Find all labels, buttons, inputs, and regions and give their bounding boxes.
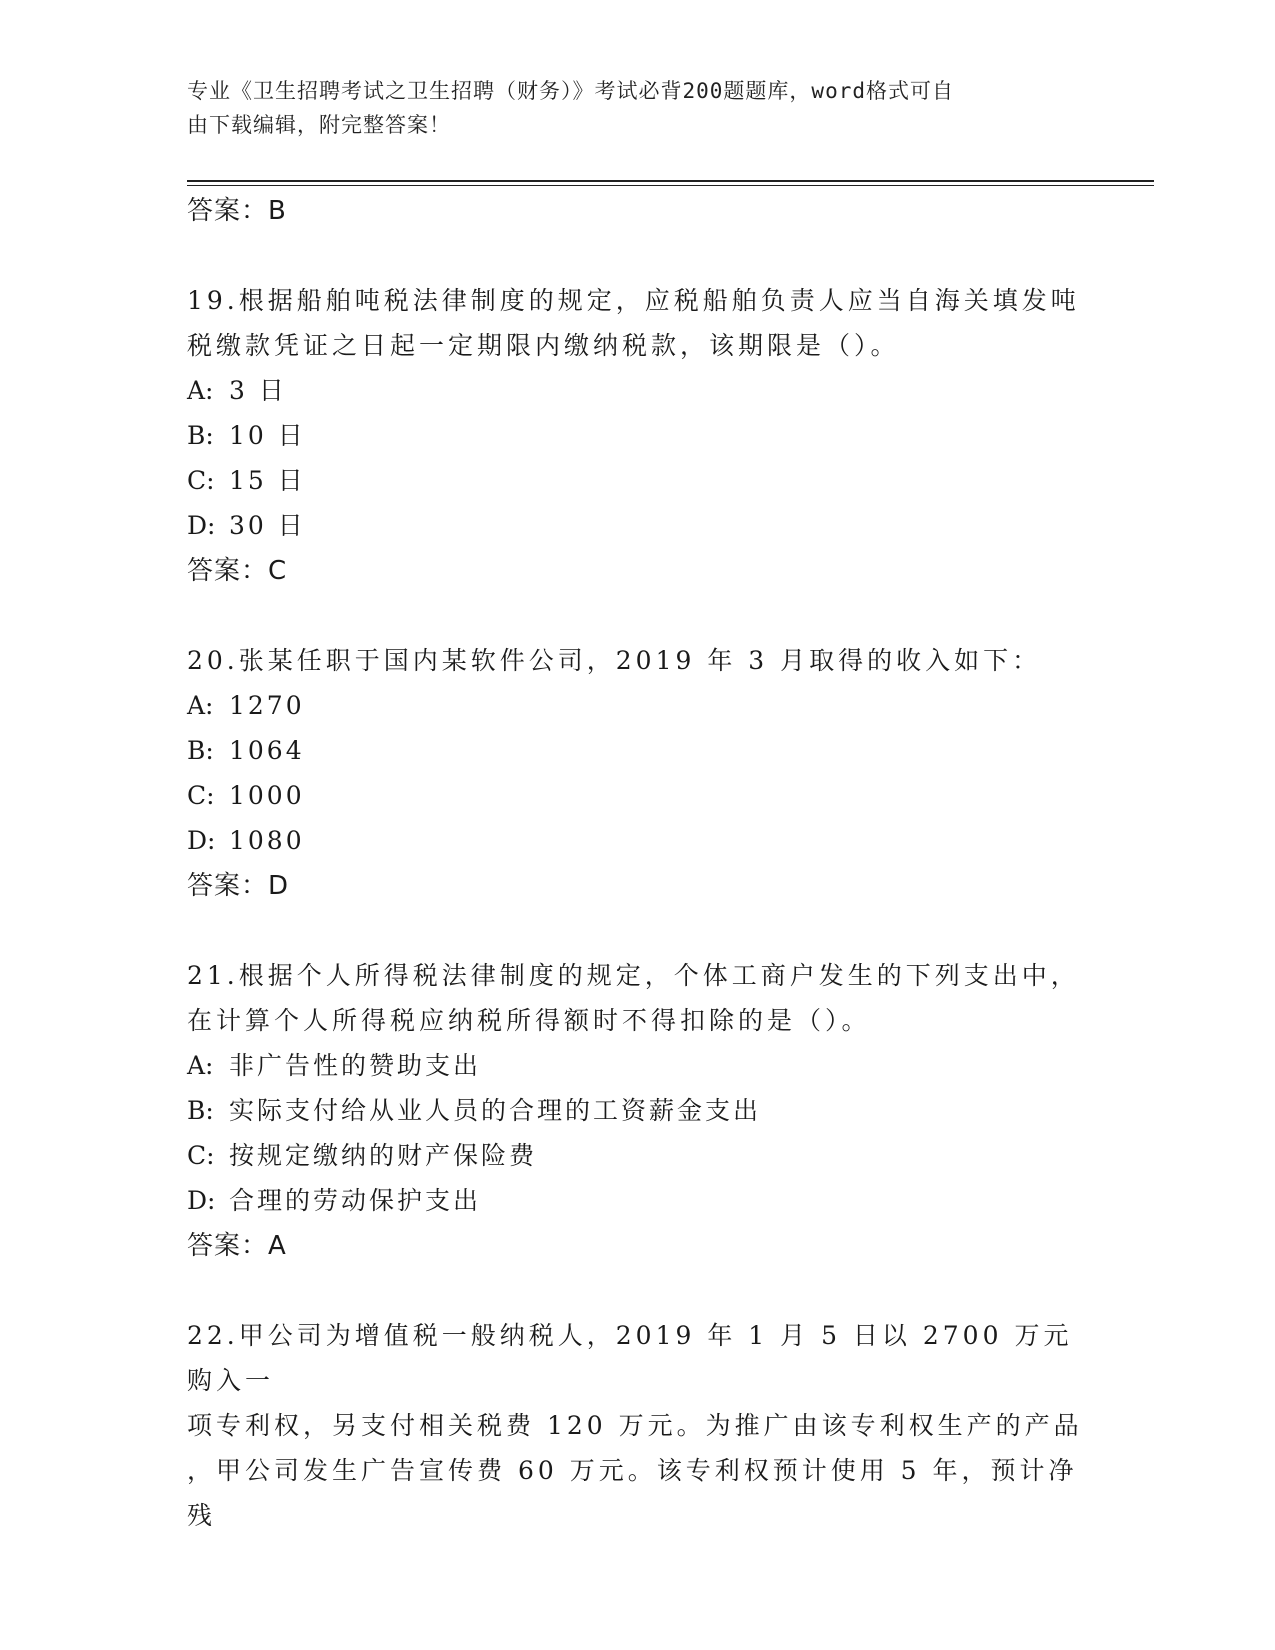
answer-label: 答案： [187, 556, 269, 586]
option-text: 1080 [229, 826, 305, 855]
option-label: A: [187, 376, 214, 405]
answer-value: B [268, 196, 287, 226]
answer-label: 答案： [187, 871, 269, 901]
question-block [187, 953, 1087, 1269]
header-line: 由下载编辑，附完整答案！ [187, 113, 451, 137]
option-d [187, 1178, 1087, 1223]
answer-line [187, 548, 1087, 594]
option-d [187, 503, 1087, 548]
option-label: B: [187, 1096, 214, 1125]
option-a [187, 1043, 1087, 1088]
option-b [187, 1088, 1087, 1133]
question-list [187, 188, 1087, 1538]
answer-value: D [268, 871, 290, 901]
option-label: D: [187, 826, 216, 855]
question-stem-line: 19.根据船舶吨税法律制度的规定，应税船舶负责人应当自海关填发吨 [187, 286, 1080, 315]
answer-value: C [268, 556, 288, 586]
option-label: D: [187, 511, 216, 540]
option-label: B: [187, 421, 214, 450]
option-c [187, 773, 1087, 818]
answer-line [187, 188, 1087, 234]
question-stem-line: ，甲公司发生广告宣传费 60 万元。该专利权预计使用 5 年，预计净残 [187, 1456, 1078, 1530]
question-stem-line: 20.张某任职于国内某软件公司，2019 年 3 月取得的收入如下： [187, 646, 1042, 675]
option-text: 1000 [229, 781, 305, 810]
option-label: D: [187, 1186, 216, 1215]
option-text: 合理的劳动保护支出 [229, 1186, 482, 1215]
option-d [187, 818, 1087, 863]
question-stem-line: 项专利权，另支付相关税费 120 万元。为推广由该专利权生产的产品 [187, 1411, 1083, 1440]
option-text: 实际支付给从业人员的合理的工资薪金支出 [229, 1096, 762, 1125]
question-block [187, 278, 1087, 594]
option-label: A: [187, 1051, 214, 1080]
answer-line [187, 863, 1087, 909]
header-rule-thin [187, 185, 1154, 186]
option-text: 3 日 [229, 376, 287, 405]
option-a [187, 368, 1087, 413]
question-block [187, 638, 1087, 909]
answer-label: 答案： [187, 1231, 269, 1261]
option-label: C: [187, 466, 215, 495]
question-stem-line: 22.甲公司为增值税一般纳税人，2019 年 1 月 5 日以 2700 万元购入一 [187, 1321, 1073, 1395]
question-block [187, 1313, 1087, 1538]
option-text: 30 日 [229, 511, 306, 540]
option-label: A: [187, 691, 214, 720]
option-text: 10 日 [229, 421, 306, 450]
option-text: 非广告性的赞助支出 [229, 1051, 482, 1080]
option-label: C: [187, 1141, 215, 1170]
option-c [187, 1133, 1087, 1178]
answer-label: 答案： [187, 196, 269, 226]
option-label: C: [187, 781, 215, 810]
option-a [187, 683, 1087, 728]
option-text: 1064 [229, 736, 305, 765]
answer-line [187, 1223, 1087, 1269]
option-text: 按规定缴纳的财产保险费 [229, 1141, 538, 1170]
document-header [187, 74, 1067, 142]
option-text: 15 日 [229, 466, 306, 495]
option-b [187, 413, 1087, 458]
option-c [187, 458, 1087, 503]
answer-value: A [268, 1231, 287, 1261]
question-stem-line: 在计算个人所得税应纳税所得额时不得扣除的是（）。 [187, 1006, 871, 1035]
header-rule [187, 180, 1154, 182]
option-label: B: [187, 736, 214, 765]
header-line: 专业《卫生招聘考试之卫生招聘（财务）》考试必背200题题库，word格式可自 [187, 79, 954, 103]
option-b [187, 728, 1087, 773]
question-stem-line: 税缴款凭证之日起一定期限内缴纳税款，该期限是（）。 [187, 331, 900, 360]
question-stem-line: 21.根据个人所得税法律制度的规定，个体工商户发生的下列支出中， [187, 961, 1080, 990]
option-text: 1270 [229, 691, 305, 720]
